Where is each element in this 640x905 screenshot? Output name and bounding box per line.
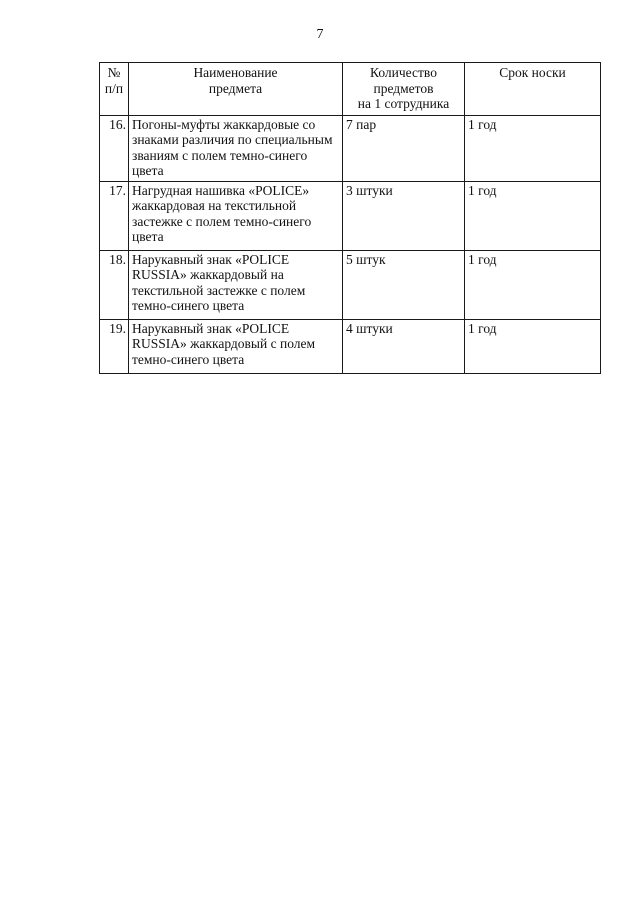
table-row [100,115,601,181]
item-term: 1 год [465,319,601,373]
row-number: 16. [100,115,129,181]
item-name: Нарукавный знак «POLICE RUSSIA» жаккардовый на текстильной застежке с полем темно-синего цвета [129,250,343,319]
row-number: 17. [100,181,129,250]
table-row [100,319,601,373]
item-quantity: 4 штуки [343,319,465,373]
header-name-line: предмета [208,80,263,96]
header-num-line: № [107,65,121,80]
row-number: 18. [100,250,129,319]
item-quantity: 7 пар [343,115,465,181]
header-quantity [343,63,465,116]
item-term: 1 год [465,115,601,181]
items-table [99,62,601,374]
header-num [100,63,129,116]
table-header-row [100,63,601,116]
header-term-line: Срок носки [499,65,566,80]
header-term [465,63,601,116]
page-number: 7 [316,27,324,42]
header-quantity-line: Количество [370,65,437,80]
item-quantity: 5 штук [343,250,465,319]
header-name [129,63,343,116]
item-name: Нарукавный знак «POLICE RUSSIA» жаккардовый с полем темно-синего цвета [129,319,343,373]
item-quantity: 3 штуки [343,181,465,250]
item-name: Нагрудная нашивка «POLICE» жаккардовая на текстильной застежке с полем темно-синего цвета [129,181,343,250]
header-num-line: п/п [104,80,124,96]
header-name-line: Наименование [193,65,278,80]
item-term: 1 год [465,250,601,319]
header-quantity-line: на 1 сотрудника [357,96,450,111]
item-term: 1 год [465,181,601,250]
item-name: Погоны-муфты жаккардовые со знаками различия по специальным званиям с полем темно-синего цвета [129,115,343,181]
header-quantity-line: предметов [373,80,434,96]
table-row [100,181,601,250]
table-row [100,250,601,319]
row-number: 19. [100,319,129,373]
